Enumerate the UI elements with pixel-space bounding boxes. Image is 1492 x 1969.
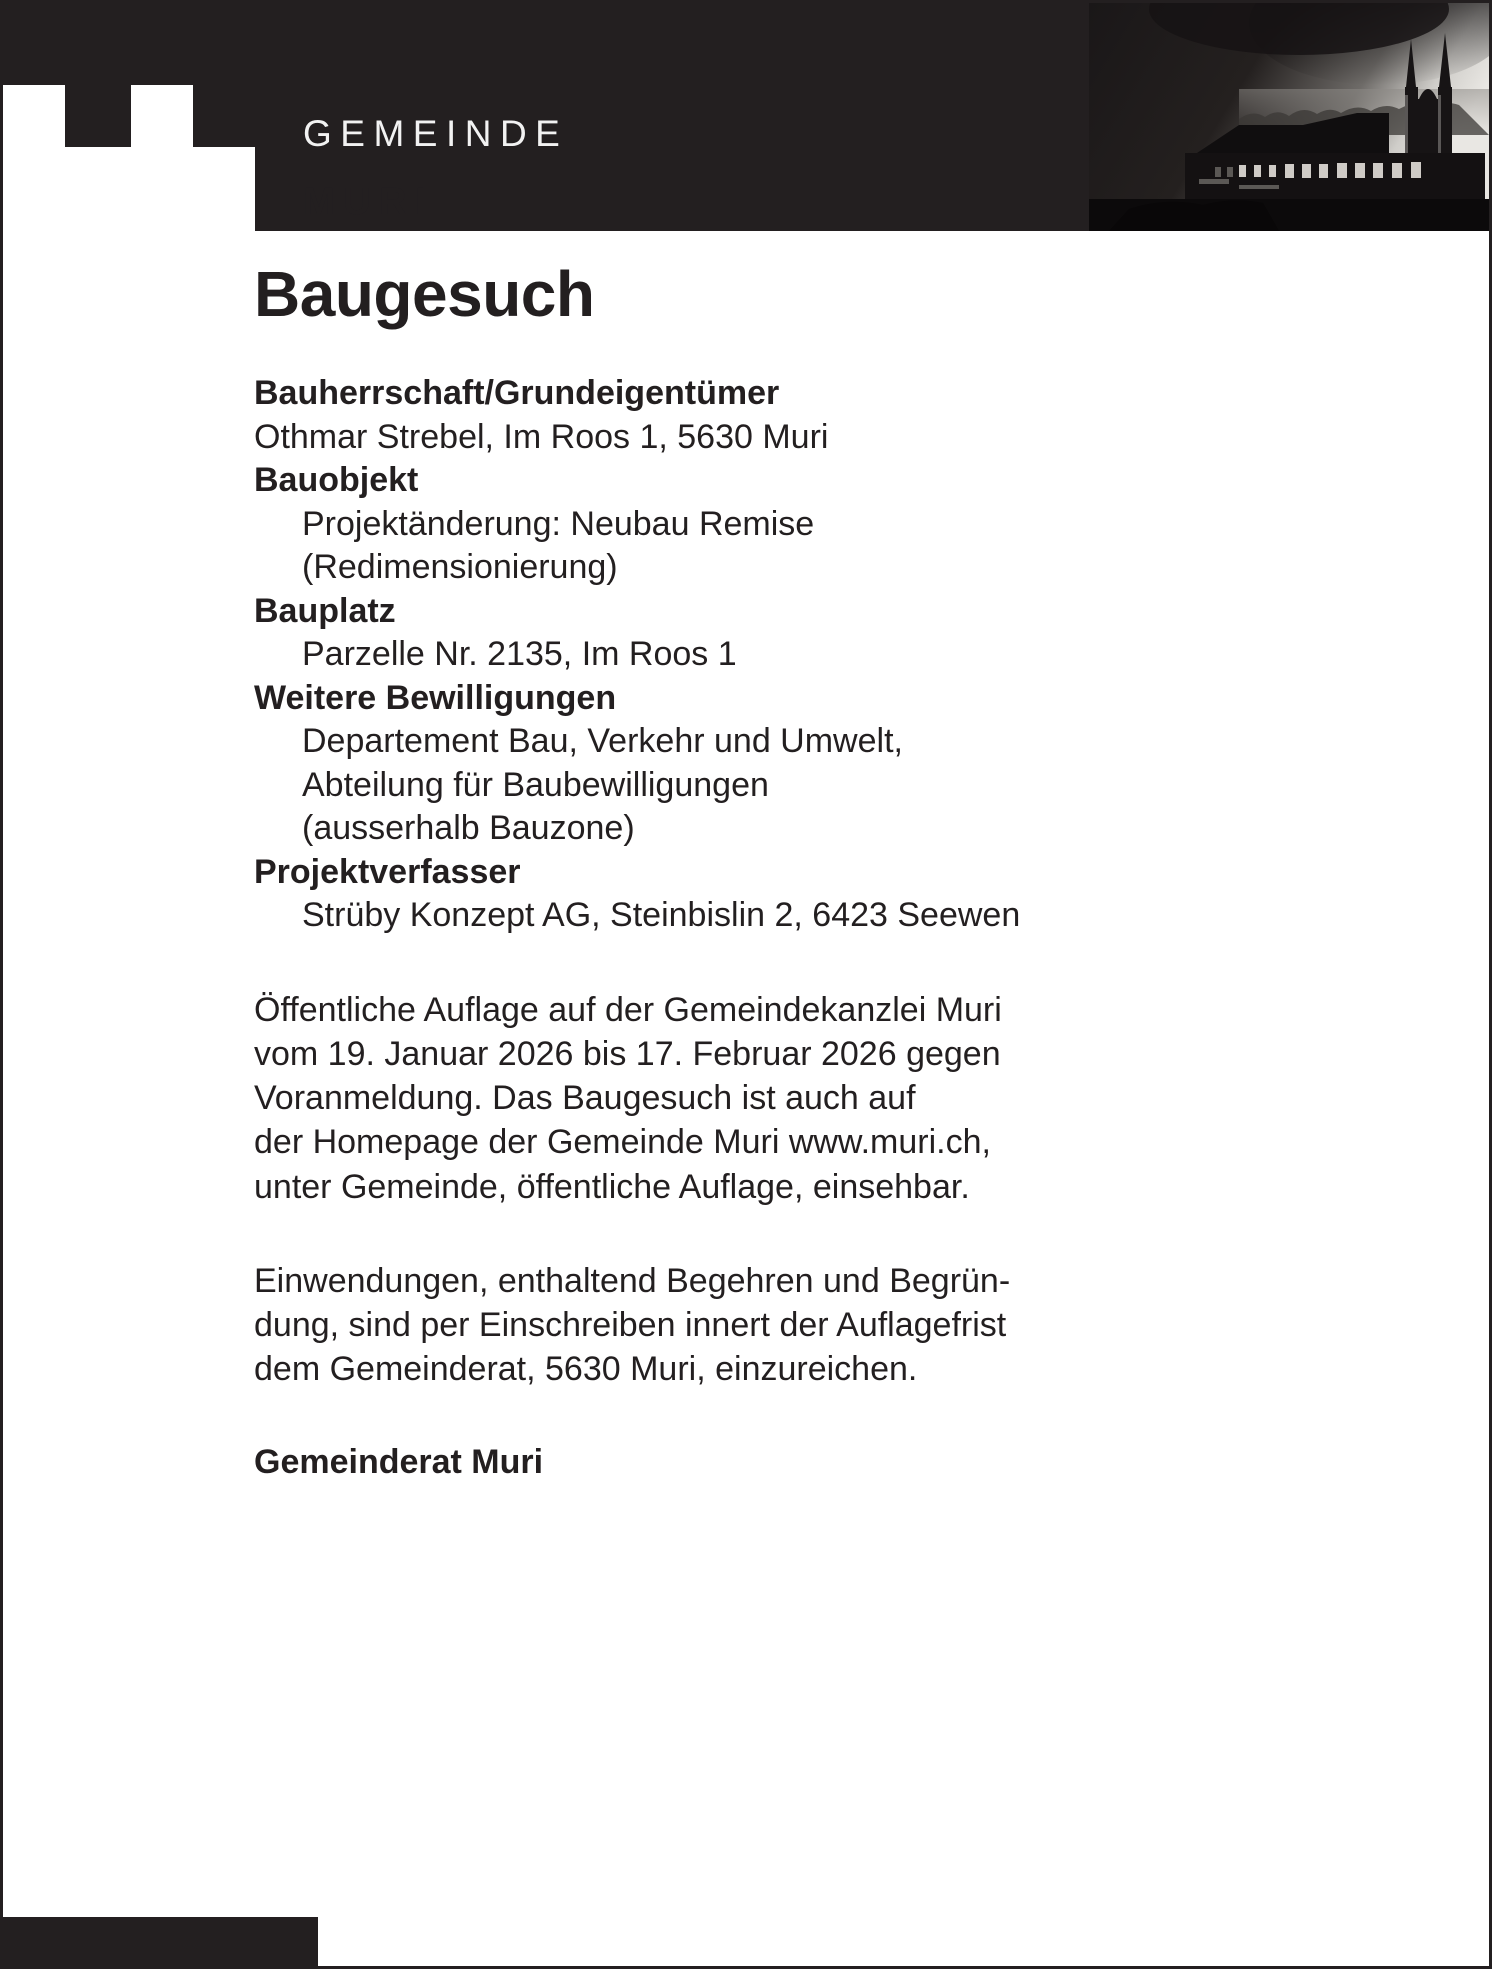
field-value: Othmar Strebel, Im Roos 1, 5630 Muri: [254, 417, 829, 456]
footer-bar: [3, 1917, 318, 1966]
spacer: [254, 938, 1404, 988]
objections-paragraph: [254, 1259, 1404, 1392]
spacer: [254, 1209, 1404, 1259]
paragraph-line: unter Gemeinde, öffentliche Auflage, einsehbar.: [254, 1167, 970, 1206]
battlement-merlon: [65, 85, 131, 147]
field-label: Bauplatz: [254, 591, 396, 630]
paragraph-line: Einwendungen, enthaltend Begehren und Begrün-: [254, 1261, 1011, 1300]
field-value: Abteilung für Baubewilligungen: [302, 765, 769, 804]
battlement-merlon: [193, 85, 255, 147]
field-label: Weitere Bewilligungen: [254, 678, 617, 717]
field-label: Projektverfasser: [254, 852, 521, 891]
spacer: [254, 1391, 1404, 1441]
field-value: Projektänderung: Neubau Remise: [302, 504, 815, 543]
notice-field-list: [254, 372, 1404, 938]
field-value: (Redimensionierung): [302, 548, 618, 587]
paragraph-line: dung, sind per Einschreiben innert der Auflagefrist: [254, 1306, 1007, 1345]
field-value: (ausserhalb Bauzone): [302, 809, 635, 848]
page-title: Baugesuch: [254, 258, 595, 330]
paragraph-line: Voranmeldung. Das Baugesuch ist auch auf: [254, 1079, 916, 1118]
field-label: Bauobjekt: [254, 461, 419, 500]
paragraph-line: dem Gemeinderat, 5630 Muri, einzureichen.: [254, 1350, 918, 1389]
field-label: Bauherrschaft/Grundeigentümer: [254, 374, 780, 413]
logo-wordmark-gemeinde: GEMEINDE: [303, 113, 569, 154]
paragraph-line: Öffentliche Auflage auf der Gemeindekanzlei Muri: [254, 990, 1002, 1029]
field-value: Strüby Konzept AG, Steinbislin 2, 6423 Seewen: [302, 896, 1021, 935]
notice-content: [254, 258, 1404, 1485]
logo-wordmark-muri: MURI: [303, 181, 435, 223]
field-value: Parzelle Nr. 2135, Im Roos 1: [302, 635, 737, 674]
paragraph-line: vom 19. Januar 2026 bis 17. Februar 2026 gegen: [254, 1035, 1001, 1074]
field-value: Departement Bau, Verkehr und Umwelt,: [302, 722, 903, 761]
public-display-paragraph: [254, 988, 1404, 1209]
paragraph-line: der Homepage der Gemeinde Muri www.muri.ch,: [254, 1123, 991, 1162]
header-banner: [3, 3, 1489, 231]
muri-abbey-photo: [1089, 3, 1489, 231]
signature-line: Gemeinderat Muri: [254, 1443, 544, 1482]
